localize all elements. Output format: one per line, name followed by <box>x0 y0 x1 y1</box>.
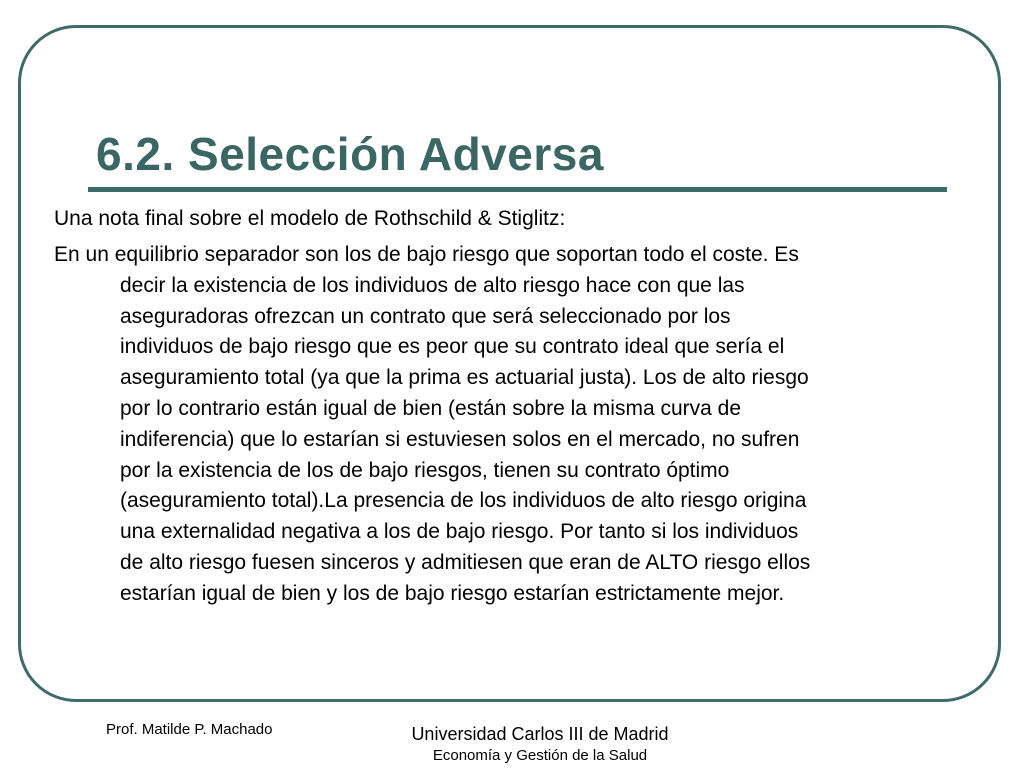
title-underline <box>88 187 947 192</box>
paragraph-line: indiferencia) que lo estarían si estuviesen solos en el mercado, no sufren <box>120 427 800 451</box>
paragraph-line: de alto riesgo fuesen sinceros y admitiesen que eran de ALTO riesgo ellos <box>120 550 811 574</box>
footer-author: Prof. Matilde P. Machado <box>106 721 273 738</box>
slide-title: 6.2. Selección Adversa <box>96 128 604 180</box>
paragraph-line: (aseguramiento total).La presencia de los individuos de alto riesgo origina <box>120 489 807 513</box>
paragraph-line: por lo contrario están igual de bien (están sobre la misma curva de <box>120 396 741 420</box>
paragraph-line: aseguramiento total (ya que la prima es actuarial justa). Los de alto riesgo <box>120 366 809 390</box>
paragraph-line: por la existencia de los de bajo riesgos, tienen su contrato óptimo <box>120 458 730 482</box>
paragraph-line: aseguradoras ofrezcan un contrato que será seleccionado por los <box>120 304 731 328</box>
footer-university: Universidad Carlos III de Madrid <box>411 724 669 744</box>
footer-institution <box>340 722 740 766</box>
paragraph-line: estarían igual de bien y los de bajo riesgo estarían estrictamente mejor. <box>120 581 785 605</box>
intro-text: Una nota final sobre el modelo de Rothschild & Stiglitz: <box>54 207 566 230</box>
body-paragraph <box>54 240 966 610</box>
paragraph-line: En un equilibrio separador son los de bajo riesgo que soportan todo el coste. Es <box>54 243 799 266</box>
paragraph-line: una externalidad negativa a los de bajo riesgo. Por tanto si los individuos <box>120 520 799 544</box>
paragraph-line: decir la existencia de los individuos de alto riesgo hace con que las <box>120 273 745 297</box>
paragraph-line: individuos de bajo riesgo que es peor que su contrato ideal que sería el <box>120 335 785 359</box>
footer-department: Economía y Gestión de la Salud <box>432 747 648 764</box>
